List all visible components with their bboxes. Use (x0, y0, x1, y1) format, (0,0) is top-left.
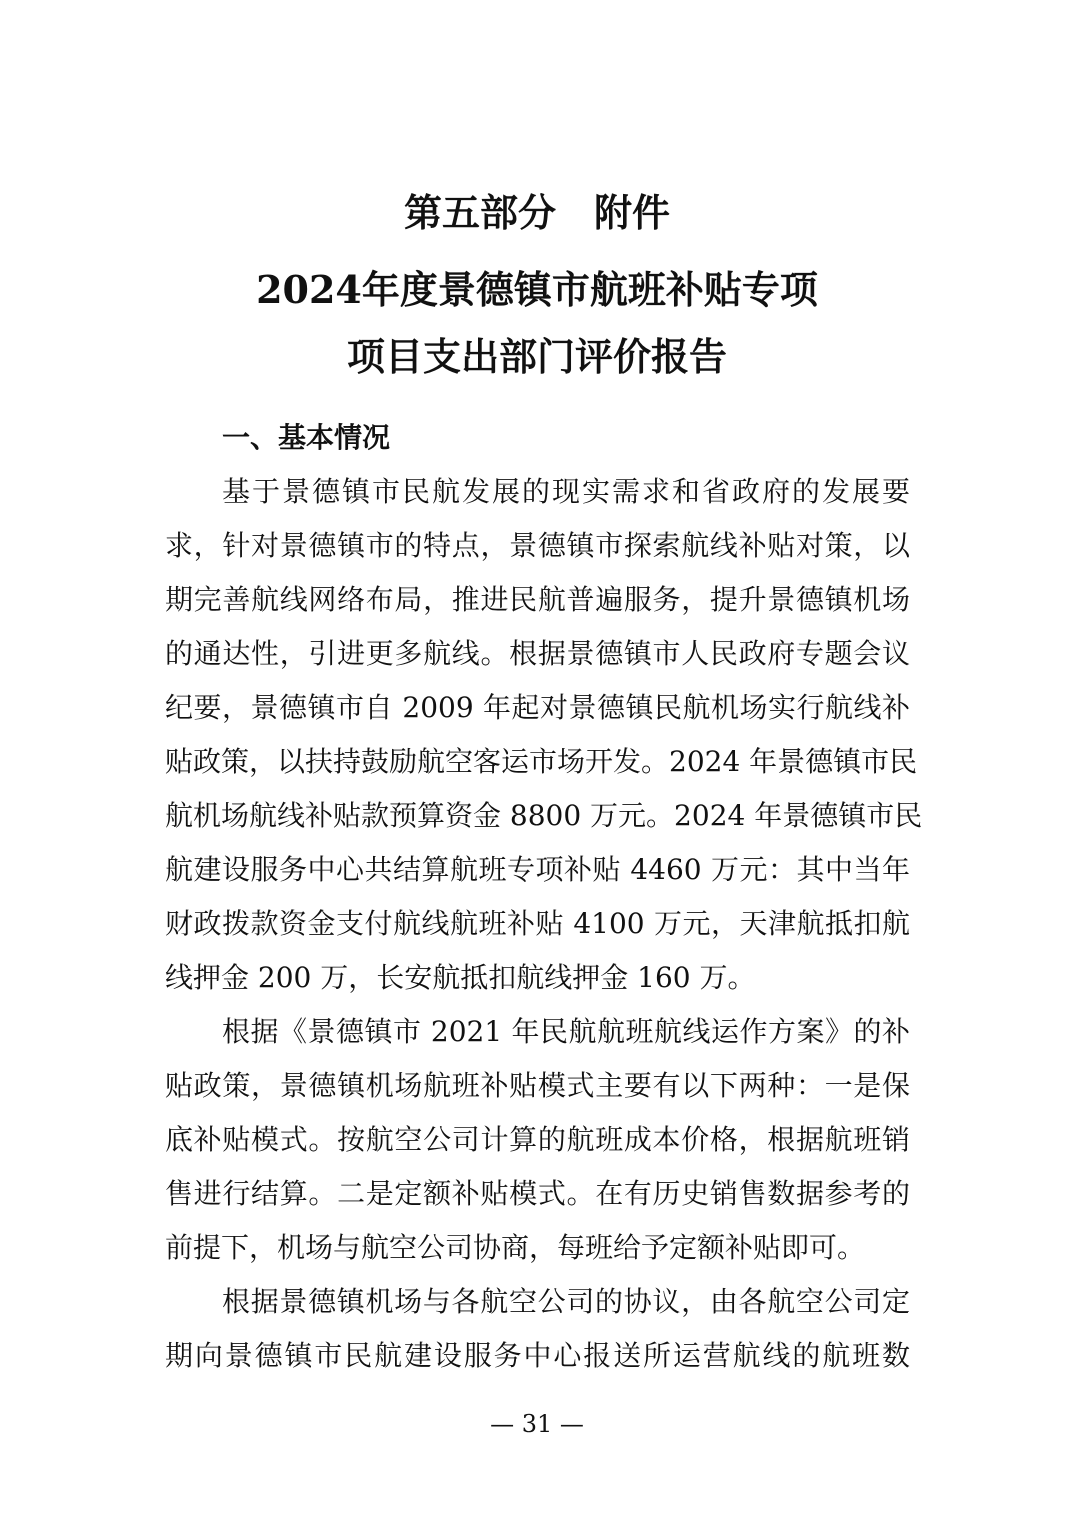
text-line: 纪要，景德镇市自 2009 年起对景德镇民航机场实行航线补 (165, 691, 910, 724)
text-line: 航建设服务中心共结算航班专项补贴 4460 万元：其中当年 (165, 853, 910, 886)
text-line: 前提下，机场与航空公司协商，每班给予定额补贴即可。 (165, 1231, 866, 1264)
document-body (165, 470, 923, 1388)
text-line: 基于景德镇市民航发展的现实需求和省政府的发展要 (222, 475, 910, 508)
text-line: 贴政策，景德镇机场航班补贴模式主要有以下两种：一是保 (165, 1069, 910, 1102)
section-heading: 一、基本情况 (222, 421, 391, 454)
text-line: 期完善航线网络布局，推进民航普遍服务，提升景德镇机场 (165, 583, 910, 616)
text-line: 底补贴模式。按航空公司计算的航班成本价格，根据航班销 (165, 1123, 910, 1156)
paragraph (165, 470, 923, 1010)
text-line: 售进行结算。二是定额补贴模式。在有历史销售数据参考的 (165, 1177, 910, 1210)
paragraph (165, 1280, 910, 1388)
text-line: 贴政策，以扶持鼓励航空客运市场开发。2024 年景德镇市民 (165, 745, 918, 778)
paragraph (165, 1010, 910, 1280)
report-title-line-1: 2024年度景德镇市航班补贴专项 (256, 267, 818, 312)
report-title-line-2: 项目支出部门评价报告 (346, 334, 727, 379)
text-line: 根据景德镇机场与各航空公司的协议，由各航空公司定 (222, 1285, 910, 1318)
part-title: 第五部分 附件 (403, 190, 670, 235)
text-line: 的通达性，引进更多航线。根据景德镇市人民政府专题会议 (165, 637, 910, 670)
text-line: 航机场航线补贴款预算资金 8800 万元。2024 年景德镇市民 (165, 799, 923, 832)
page-number: — 31 — (490, 1410, 584, 1438)
text-line: 线押金 200 万，长安航抵扣航线押金 160 万。 (165, 961, 756, 994)
text-line: 求，针对景德镇市的特点，景德镇市探索航线补贴对策，以 (165, 529, 910, 562)
text-line: 根据《景德镇市 2021 年民航航班航线运作方案》的补 (222, 1015, 910, 1048)
text-line: 财政拨款资金支付航线航班补贴 4100 万元，天津航抵扣航 (165, 907, 910, 940)
text-line: 期向景德镇市民航建设服务中心报送所运营航线的航班数 (165, 1339, 910, 1372)
